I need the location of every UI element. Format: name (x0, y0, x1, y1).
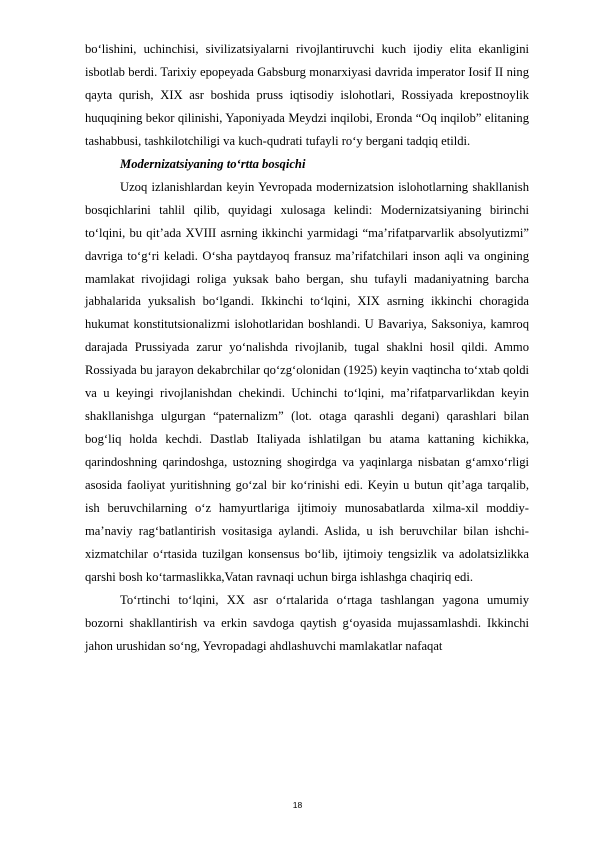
paragraph-fourth-wave: To‘rtinchi to‘lqini, XX asr o‘rtalarida o‘rtaga tashlangan yagona umumiy bozorni shakllantirish va erkin savdoga qaytish g‘oyasida mujassamlashdi. Ikkinchi jahon urushidan so‘ng, Yevropadagi ahdlashuvchi mamlakatlar nafaqat (85, 592, 529, 653)
section-heading: Modernizatsiyaning to‘rtta bosqichi (120, 156, 306, 171)
page-number: 18 (292, 800, 303, 810)
paragraph-modernization-waves: Uzoq izlanishlardan keyin Yevropada modernizatsion islohotlarning shakllanish bosqichlarini tahlil qilib, quyidagi xulosaga kelindi: Modernizatsiyaning birinchi to‘lqini, bu qit’ada XVIII asrning ikkinchi yarmidagi “ma’rifatparvarlik absolyutizmi” davriga to‘g‘ri keladi. O‘sha paytdayoq fransuz ma’rifatchilari inson aqli va ongining mamlakat rivojidagi roliga yuksak baho bergan, shu tufayli madaniyatning barcha jabhalarida yuksalish bo‘lgandi. Ikkinchi to‘lqini, XIX asrning ikkinchi choragida hukumat konstitutsionalizmi islohotlaridan boshlandi. U Bavariya, Saksoniya, kamroq darajada Prussiyada zarur yo‘nalishda rivojlanib, tugal shaklni hosil qildi. Ammo Rossiyada bu jarayon dekabrchilar qo‘zg‘olonidan (1925) keyin vaqtincha to‘xtab qoldi va u keyingi rivojlanishdan chekindi. Uchinchi to‘lqini, ma’rifatparvarlikdan keyin shakllanishga ulgurgan “paternalizm” (lot. otaga qarashli degani) qarashlari bilan bog‘liq holda kechdi. Dastlab Italiyada ishlatilgan bu atama kattaning kichikka, qarindoshning qarindoshga, ustozning shogirdga va yaqinlarga nisbatan g‘amxo‘rligi asosida faoliyat yuritishning go‘zal bir ko‘rinishi edi. Keyin u butun qit’aga tarqalib, ish beruvchilarning o‘z hamyurtlariga ijtimoiy munosabatlarda xilma-xil moddiy-ma’naviy rag‘batlantirish vositasiga aylandi. Aslida, u ish beruvchilar bilan ishchi-xizmatchilar o‘rtasida tuzilgan konsensus bo‘lib, ijtimoiy tengsizlik va adolatsizlikka qarshi bosh ko‘tarmaslikka,Vatan ravnaqi uchun birga ishlashga chaqiriq edi. (85, 179, 529, 584)
paragraph-continuation: bo‘lishini, uchinchisi, sivilizatsiyalarni rivojlantiruvchi kuch ijodiy elita ekanligini isbotlab berdi. Tarixiy epopeyada Gabsburg monarxiyasi davrida imperator Iosif II ning qayta qurish, XIX asr boshida pruss iqtisodiy islohotlari, Rossiyada krepostnoylik huquqining bekor qilinishi, Yaponiyada Meydzi inqilobi, Eronda “Oq inqilob” elitaning tashabbusi, tashkilotchiligi va kuch-qudrati tufayli ro‘y bergani tadqiq etildi. (85, 42, 529, 148)
document-page (85, 38, 529, 658)
